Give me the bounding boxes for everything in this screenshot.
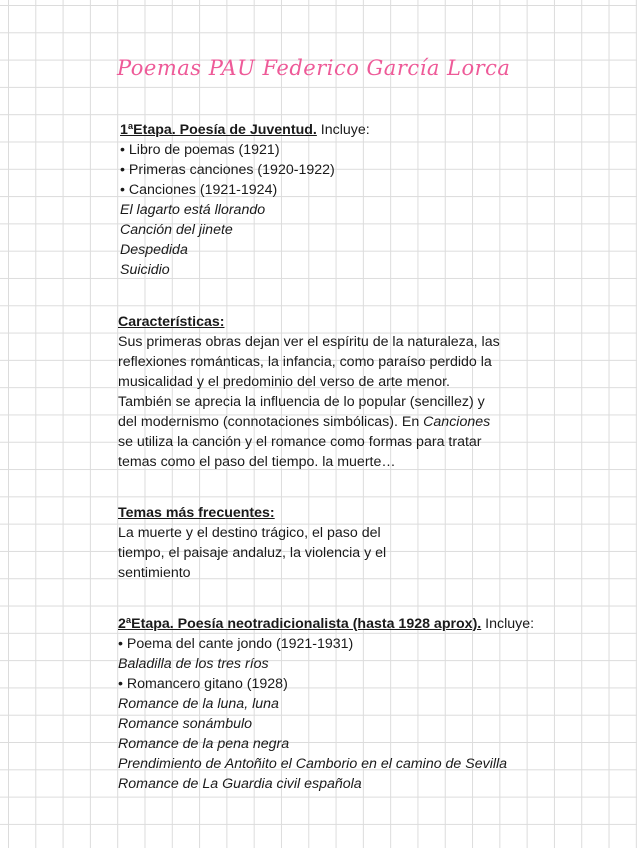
caracteristicas-section [118,312,500,472]
list-item: • Libro de poemas (1921) [120,142,280,158]
poem-title: Despedida [120,242,188,258]
stage2-heading-line [118,614,534,634]
stage1-section [120,120,370,280]
paragraph-line: reflexiones románticas, la infancia, como paraíso perdido la [118,354,492,370]
poem-title: Suicidio [120,262,170,278]
temas-section [118,503,386,583]
paragraph-line [118,412,500,432]
paragraph-line: La muerte y el destino trágico, el paso del [118,525,381,541]
poem-title: Romance de la luna, luna [118,696,279,712]
poem-title: Baladilla de los tres ríos [118,656,269,672]
paragraph-line: se utiliza la canción y el romance como formas para tratar [118,434,482,450]
list-item: • Canciones (1921-1924) [120,182,278,198]
poem-title: Romance de la pena negra [118,736,290,752]
paragraph-line: sentimiento [118,565,191,581]
poem-title: El lagarto está llorando [120,202,266,218]
paragraph-line: tiempo, el paisaje andaluz, la violencia y el [118,545,387,561]
stage1-incluye: Incluye: [316,122,370,138]
stage2-incluye: Incluye: [481,616,535,632]
stage1-heading-line [120,120,370,140]
poem-title: Prendimiento de Antoñito el Camborio en el camino de Sevilla [118,756,508,772]
poem-title: Romance de La Guardia civil española [118,776,362,792]
stage1-heading: 1ªEtapa. Poesía de Juventud. [120,122,317,138]
line5-text: del modernismo (connotaciones simbólicas). En [118,414,424,430]
paragraph-line: También se aprecia la influencia de lo popular (sencillez) y [118,394,485,410]
stage2-heading: 2ªEtapa. Poesía neotradicionalista (hasta 1928 aprox). [118,616,482,632]
list-item: • Poema del cante jondo (1921-1931) [118,636,354,652]
temas-heading: Temas más frecuentes: [118,505,275,521]
paragraph-line: musicalidad y el predominio del verso de arte menor. [118,374,450,390]
list-item: • Primeras canciones (1920-1922) [120,162,335,178]
poem-title: Romance sonámbulo [118,716,253,732]
page-title: Poemas PAU Federico García Lorca [117,56,511,80]
list-item: • Romancero gitano (1928) [118,676,288,692]
poem-title: Canción del jinete [120,222,233,238]
line5-italic: Canciones [423,414,491,430]
paragraph-line: temas como el paso del tiempo. la muerte… [118,454,396,470]
caracteristicas-heading: Características: [118,314,225,330]
paragraph-line: Sus primeras obras dejan ver el espíritu de la naturaleza, las [118,334,500,350]
stage2-section [118,614,534,794]
